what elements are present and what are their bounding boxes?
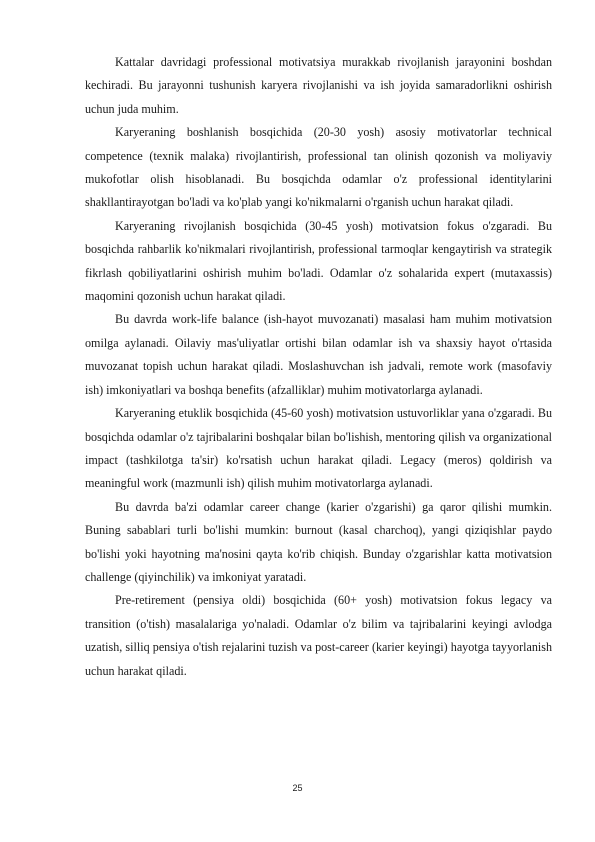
paragraph-4: Bu davrda work-life balance (ish-hayot muvozanati) masalasi ham muhim motivatsion omilga aylanadi. Oilaviy mas'uliyatlar ortishi bilan odamlar ish va shaxsiy hayot o'rtasida muvozanat topish uchun harakat qiladi. Moslashuvchan ish jadvali, remote work (masofaviy ish) imkoniyatlari va boshqa benefits (afzalliklar) muhim motivatorlarga aylanadi. — [85, 312, 552, 397]
paragraph-1: Kattalar davridagi professional motivatsiya murakkab rivojlanish jarayonini boshdan kechiradi. Bu jarayonni tushunish karyera rivojlanishi va ish joyida samaradorlikni oshirish uchun juda muhim. — [85, 55, 552, 116]
paragraph-6: Bu davrda ba'zi odamlar career change (karier o'zgarishi) ga qaror qilishi mumkin. Buning sabablari turli bo'lishi mumkin: burnout (kasal charchoq), yangi qiziqishlar paydo bo'lishi yoki hayotning ma'nosini qayta ko'rib chiqish. Bunday o'zgarishlar katta motivatsion challenge (qiyinchilik) va imkoniyat yaratadi. — [85, 499, 552, 584]
paragraph-2: Karyeraning boshlanish bosqichida (20-30 yosh) asosiy motivatorlar technical competence (texnik malaka) rivojlantirish, professional tan olinish qozonish va moliyaviy mukofotlar olish hisoblanadi. Bu bosqichda odamlar o'z professional identitylarini shakllantirayotgan bo'ladi va ko'plab yangi ko'nikmalarni o'rganish uchun harakat qiladi. — [85, 125, 552, 210]
paragraph-7: Pre-retirement (pensiya oldi) bosqichida (60+ yosh) motivatsion fokus legacy va transition (o'tish) masalalariga yo'naladi. Odamlar o'z bilim va tajribalarini keyingi avlodga uzatish, silliq pensiya o'tish rejalarini tuzish va post-career (karier keyingi) hayotga tayyorlanish uchun harakat qiladi. — [85, 593, 552, 678]
paragraph-3: Karyeraning rivojlanish bosqichida (30-45 yosh) motivatsion fokus o'zgaradi. Bu bosqichda rahbarlik ko'nikmalari rivojlantirish, professional tarmoqlar kengaytirish va strategik fikrlash qobiliyatlarini oshirish muhim bo'ladi. Odamlar o'z sohalarida expert (mutaxassis) maqomini qozonish uchun harakat qiladi. — [85, 218, 552, 304]
body-text — [85, 51, 552, 683]
paragraph-5: Karyeraning etuklik bosqichida (45-60 yosh) motivatsion ustuvorliklar yana o'zgaradi. Bu bosqichda odamlar o'z tajribalarini boshqalar bilan bo'lishish, mentoring qilish va organizational impact (tashkilotga ta'sir) ko'rsatish uchun harakat qiladi. Legacy (meros) qoldirish va meaningful work (mazmunli ish) qilish muhim motivatorlarga aylanadi. — [85, 406, 552, 491]
page-number: 25 — [292, 783, 303, 793]
